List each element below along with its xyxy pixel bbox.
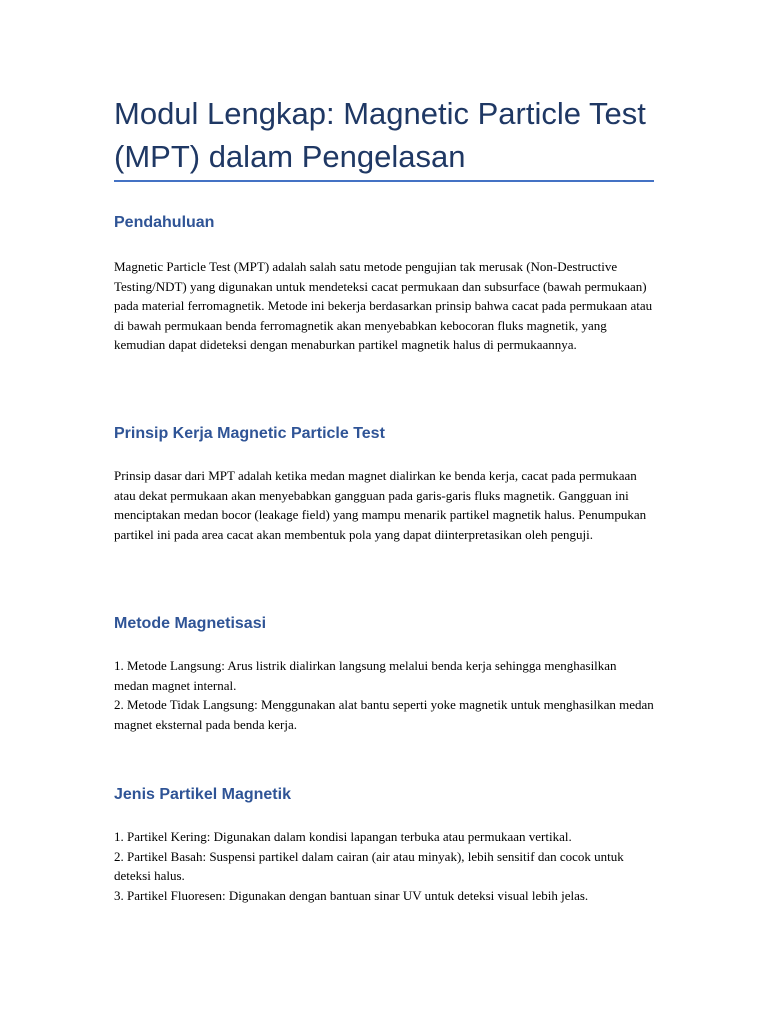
section-body-pendahuluan: Magnetic Particle Test (MPT) adalah salah satu metode pengujian tak merusak (Non-Destructive Testing/NDT) yang digunakan untuk mendeteksi cacat permukaan dan subsurface (bawah permukaan) pada material ferromagnetik. Metode ini bekerja berdasarkan prinsip bahwa cacat pada permukaan atau di bawah permukaan benda ferromagnetik akan menyebabkan kebocoran fluks magnetik, yang kemudian dapat dideteksi dengan menaburkan partikel magnetik halus di permukaannya. bbox=[114, 259, 653, 352]
section-heading-pendahuluan: Pendahuluan bbox=[114, 214, 215, 231]
list-item: 2. Metode Tidak Langsung: Menggunakan alat bantu seperti yoke magnetik untuk menghasilkan medan magnet eksternal pada benda kerja. bbox=[114, 697, 654, 732]
list-item: 1. Metode Langsung: Arus listrik dialirkan langsung melalui benda kerja sehingga menghasilkan medan magnet internal. bbox=[114, 658, 617, 693]
title-underline bbox=[114, 180, 654, 182]
list-item: 3. Partikel Fluoresen: Digunakan dengan bantuan sinar UV untuk deteksi visual lebih jelas. bbox=[114, 887, 589, 903]
list-item: 2. Partikel Basah: Suspensi partikel dalam cairan (air atau minyak), lebih sensitif dan cocok untuk deteksi halus. bbox=[114, 848, 624, 883]
section-heading-metode-magnetisasi: Metode Magnetisasi bbox=[114, 615, 267, 632]
section-body-prinsip-kerja: Prinsip dasar dari MPT adalah ketika medan magnet dialirkan ke benda kerja, cacat pada permukaan atau dekat permukaan akan menyebabkan gangguan pada garis-garis fluks magnetik. Gangguan ini menciptakan medan bocor (leakage field) yang mampu menarik partikel magnetik halus. Penumpukan partikel ini pada area cacat akan membentuk pola yang dapat diinterpretasikan oleh penguji. bbox=[114, 468, 647, 542]
document-title: Modul Lengkap: Magnetic Particle Test (MPT) dalam Pengelasan bbox=[114, 96, 646, 174]
section-heading-prinsip-kerja: Prinsip Kerja Magnetic Particle Test bbox=[114, 425, 385, 442]
jenis-partikel-list bbox=[114, 827, 654, 905]
section-heading-jenis-partikel: Jenis Partikel Magnetik bbox=[114, 786, 291, 803]
metode-magnetisasi-list bbox=[114, 656, 654, 734]
list-item: 1. Partikel Kering: Digunakan dalam kondisi lapangan terbuka atau permukaan vertikal. bbox=[114, 829, 572, 844]
